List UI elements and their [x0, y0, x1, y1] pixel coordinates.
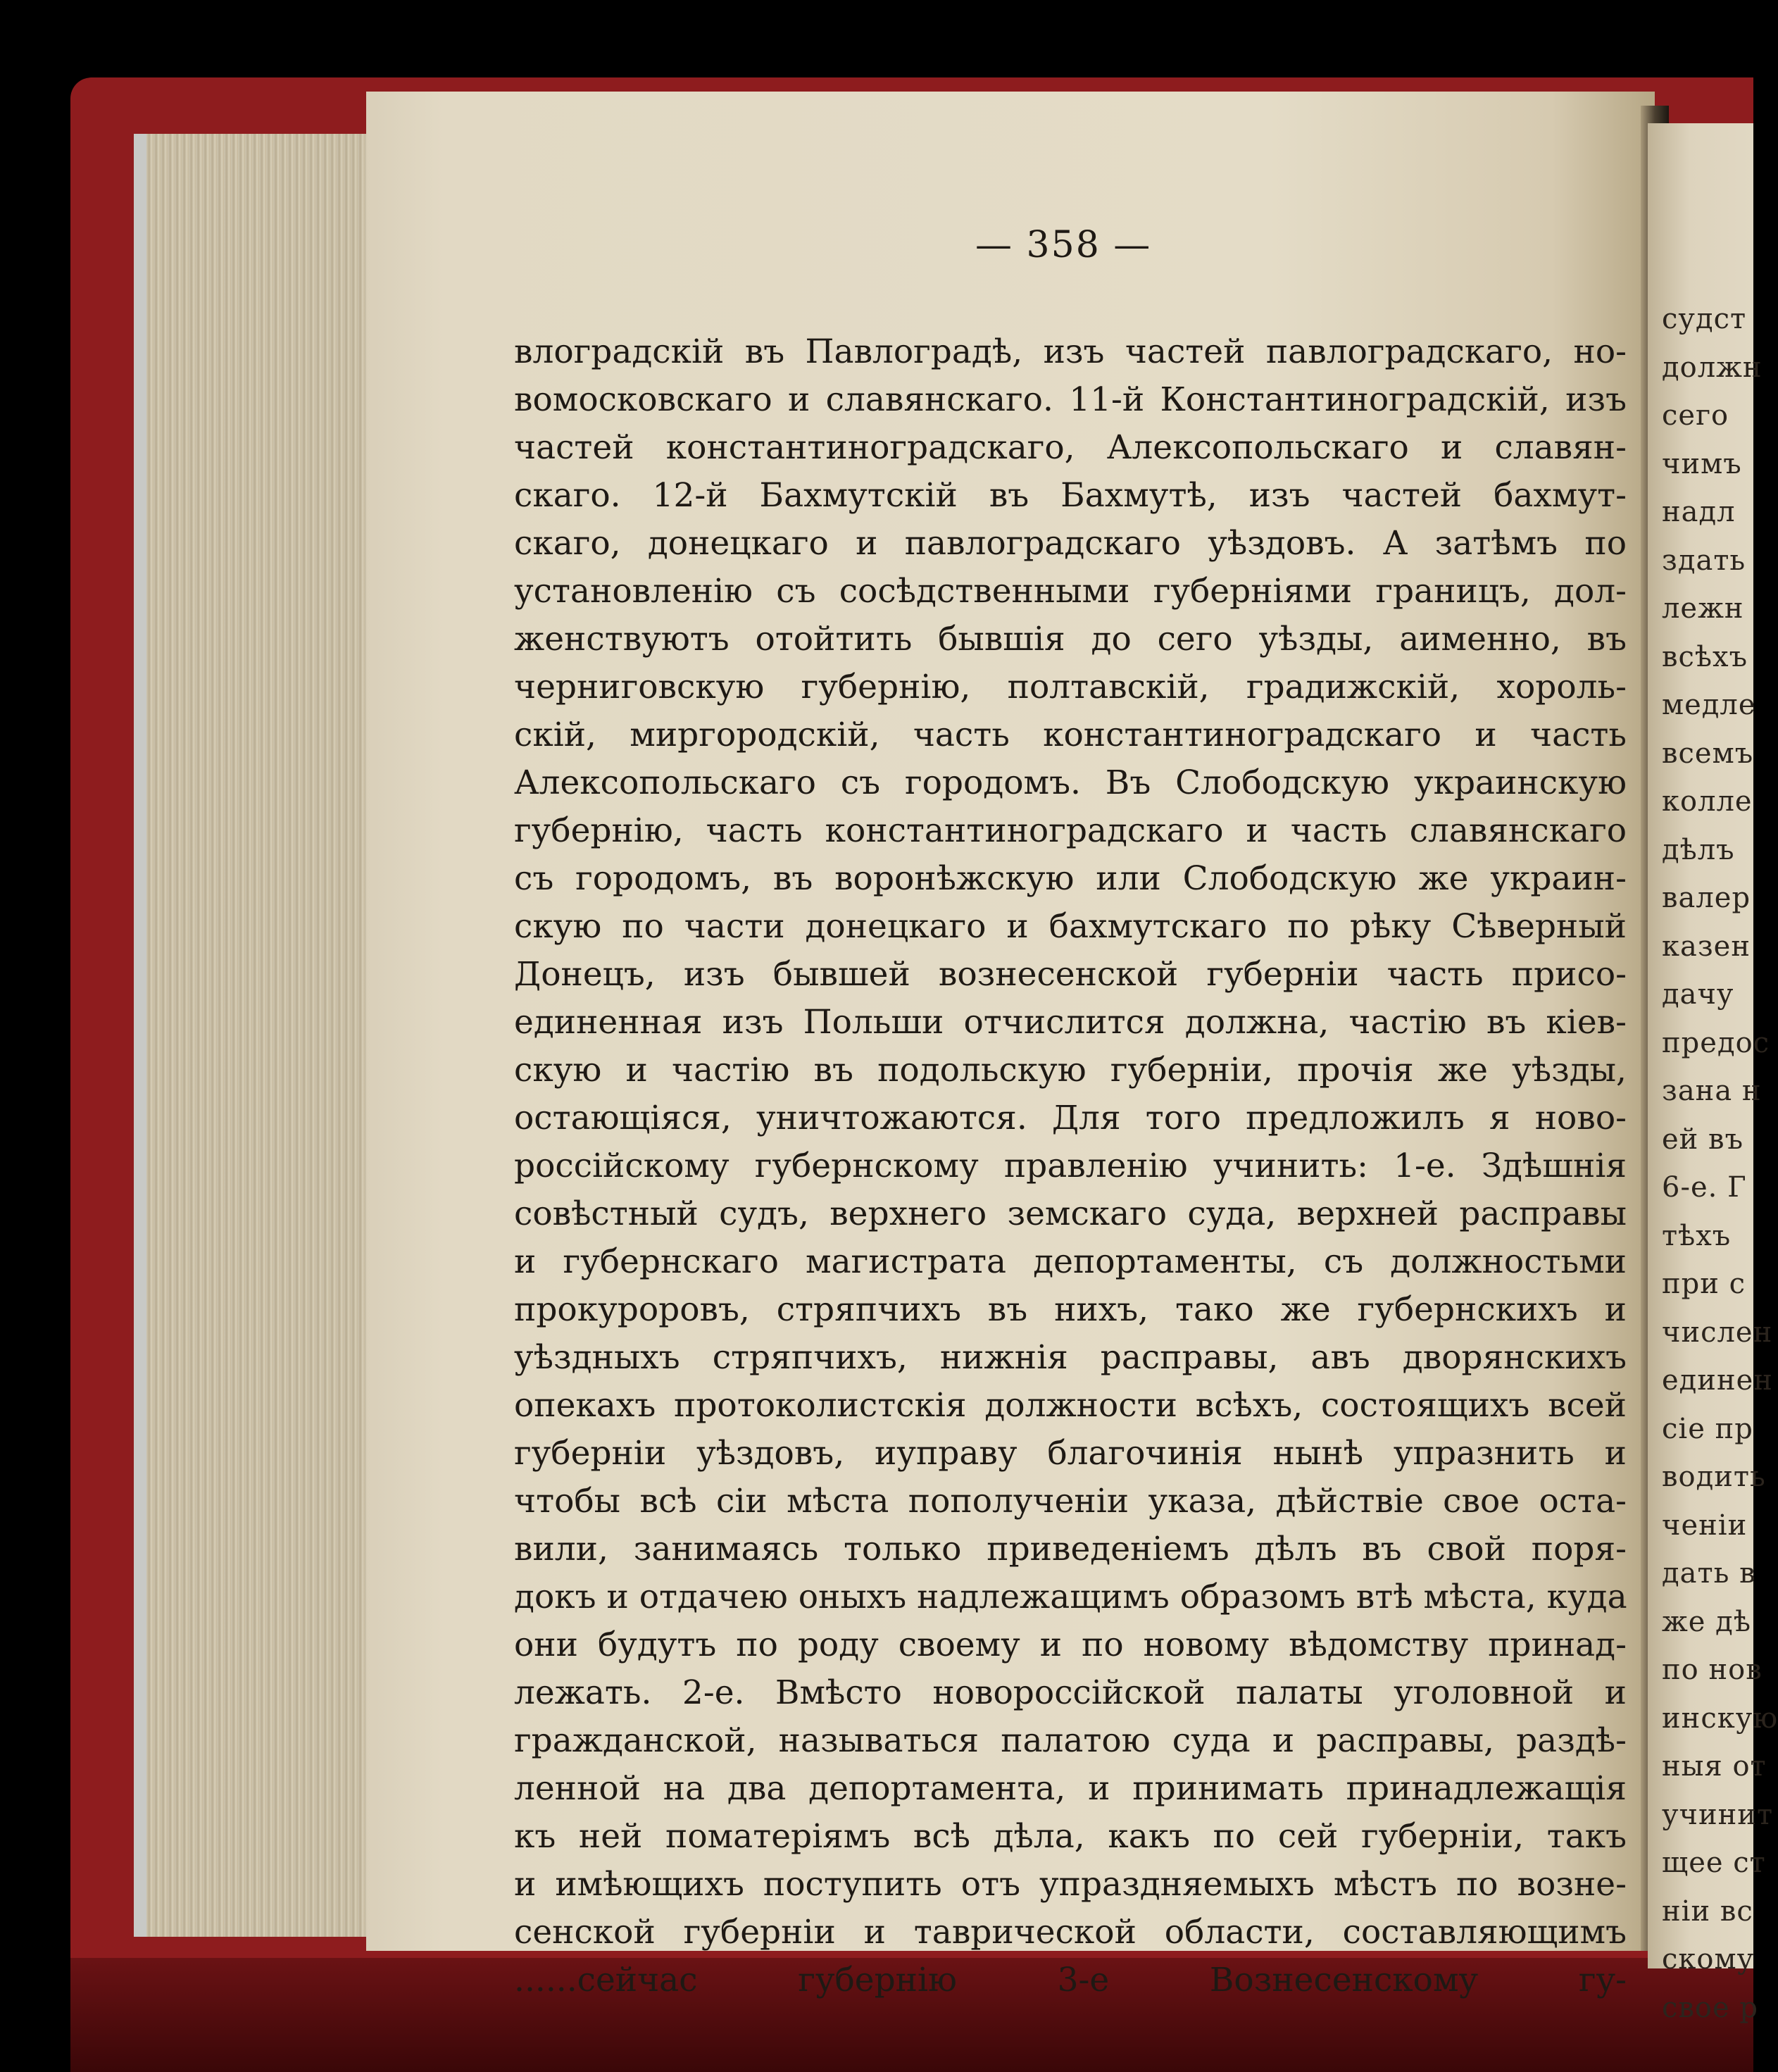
right-page-fragment: свое р [1662, 1991, 1758, 2024]
text-line: скаго. 12-й Бахмутскій въ Бахмутѣ, изъ частей бахмут- [514, 476, 1627, 515]
text-line: вили, занимаясь только приведеніемъ дѣлъ въ свой поря- [514, 1530, 1627, 1568]
right-page-fragment: ніи вс [1662, 1895, 1753, 1928]
text-line: скую по части донецкаго и бахмутскаго по рѣку Сѣверный [514, 907, 1627, 946]
right-page-fragment: числен [1662, 1316, 1773, 1349]
right-page-fragment: колле [1662, 785, 1753, 818]
right-page-fragment: лежн [1662, 592, 1744, 625]
text-line: россійскому губернскому правленію учинить: 1-е. Здѣшнія [514, 1147, 1627, 1185]
right-page-fragment: скому [1662, 1943, 1755, 1976]
text-line: остающіяся, уничтожаются. Для того предложилъ я ново- [514, 1099, 1627, 1137]
right-page-fragment: валер [1662, 882, 1751, 914]
text-line: скую и частію въ подольскую губерніи, прочія же уѣзды, [514, 1051, 1627, 1090]
right-page-fragment: ченіи [1662, 1509, 1748, 1542]
text-line: влоградскій въ Павлоградѣ, изъ частей павлоградскаго, но- [514, 332, 1627, 371]
right-page-fragment: дѣлъ [1662, 833, 1735, 866]
right-page-fragment: по нов [1662, 1654, 1763, 1686]
page-edges [134, 134, 386, 1937]
text-line: прокуроровъ, стряпчихъ въ нихъ, тако же губернскихъ и [514, 1290, 1627, 1329]
right-page-fragment: казен [1662, 930, 1751, 963]
page-number: — 358 — [975, 224, 1152, 266]
text-line: они будутъ по роду своему и по новому вѣдомству принад- [514, 1625, 1627, 1664]
right-page-fragment: при с [1662, 1268, 1746, 1300]
right-page-fragment: сіе пр [1662, 1412, 1753, 1445]
right-page-fragment: же дѣ [1662, 1605, 1751, 1638]
right-page-fragment: чимъ [1662, 447, 1742, 480]
right-page-fragment: дачу [1662, 978, 1734, 1011]
right-page-fragment: судст [1662, 303, 1747, 335]
right-page-fragment: единен [1662, 1364, 1773, 1397]
right-page-fragment: всѣхъ [1662, 640, 1748, 673]
text-line: уѣздныхъ стряпчихъ, нижнія расправы, авъ дворянскихъ [514, 1338, 1627, 1377]
right-page-fragment: ей въ [1662, 1123, 1744, 1156]
text-line: женствуютъ отойтить бывшія до сего уѣзды, аименно, въ [514, 620, 1627, 659]
right-page-fragment: должн [1662, 351, 1763, 384]
text-line: ленной на два депортамента, и принимать принадлежащія [514, 1769, 1627, 1808]
text-line: губерніи уѣздовъ, иуправу благочинія нынѣ упразнить и [514, 1434, 1627, 1473]
text-line: съ городомъ, въ воронѣжскую или Слободскую же украин- [514, 859, 1627, 898]
right-page-fragment: всемъ [1662, 737, 1754, 770]
text-line: докъ и отдачею оныхъ надлежащимъ образомъ втѣ мѣста, куда [514, 1578, 1627, 1616]
text-line: и губернскаго магистрата депортаменты, съ должностьми [514, 1242, 1627, 1281]
text-line: къ ней поматеріямъ всѣ дѣла, какъ по сей губерніи, такъ [514, 1817, 1627, 1856]
text-line: сенской губерніи и таврической области, составляющимъ [514, 1913, 1627, 1952]
right-page-fragment: предос [1662, 1026, 1770, 1059]
right-page-fragment: 6-е. Г [1662, 1171, 1747, 1204]
text-line: скаго, донецкаго и павлоградскаго уѣздовъ. А затѣмъ по [514, 524, 1627, 563]
text-line: лежать. 2-е. Вмѣсто новороссійской палаты уголовной и [514, 1673, 1627, 1712]
right-page-fragment: учинит [1662, 1798, 1774, 1831]
right-page [1648, 123, 1778, 2024]
text-line: частей константиноградскаго, Алексопольскаго и славян- [514, 428, 1627, 467]
cut-off-line [514, 1959, 1627, 1978]
text-line: единенная изъ Польши отчислится должна, частію въ кіев- [514, 1003, 1627, 1042]
text-line: губернію, часть константиноградскаго и часть славянскаго [514, 811, 1627, 850]
right-page-fragment: щее ст [1662, 1847, 1766, 1879]
right-page-fragment: инскую [1662, 1702, 1778, 1735]
right-page-fragment: водить [1662, 1461, 1766, 1493]
right-page-fragment: дать в [1662, 1557, 1756, 1590]
text-line: Алексопольскаго съ городомъ. Въ Слободскую украинскую [514, 763, 1627, 802]
text-line: и имѣющихъ поступить отъ упраздняемыхъ мѣстъ по возне- [514, 1865, 1627, 1904]
right-page-fragment: зана н [1662, 1075, 1762, 1107]
text-line: черниговскую губернію, полтавскій, градижскій, хороль- [514, 668, 1627, 706]
text-line: установленію съ сосѣдственными губерніями границъ, дол- [514, 572, 1627, 611]
right-page-fragment: надл [1662, 496, 1736, 528]
text-line: опекахъ протоколистскія должности всѣхъ, состоящихъ всей [514, 1386, 1627, 1425]
right-page-fragment: ныя от [1662, 1750, 1767, 1783]
text-line: вомосковскаго и славянскаго. 11-й Константиноградскій, изъ [514, 380, 1627, 419]
right-page-fragment: тѣхъ [1662, 1219, 1732, 1252]
text-line: гражданской, называться палатою суда и расправы, раздѣ- [514, 1721, 1627, 1760]
text-line: Донецъ, изъ бывшей вознесенской губерніи часть присо- [514, 955, 1627, 994]
right-page-fragment: медле [1662, 689, 1756, 721]
text-line: скій, миргородскій, часть константиноградскаго и часть [514, 716, 1627, 754]
right-page-fragment: сего [1662, 399, 1729, 432]
text-line: чтобы всѣ сіи мѣста пополученіи указа, дѣйствіе свое оста- [514, 1482, 1627, 1521]
text-line: совѣстный судъ, верхнего земскаго суда, верхней расправы [514, 1194, 1627, 1233]
right-page-fragment: здать [1662, 544, 1746, 577]
